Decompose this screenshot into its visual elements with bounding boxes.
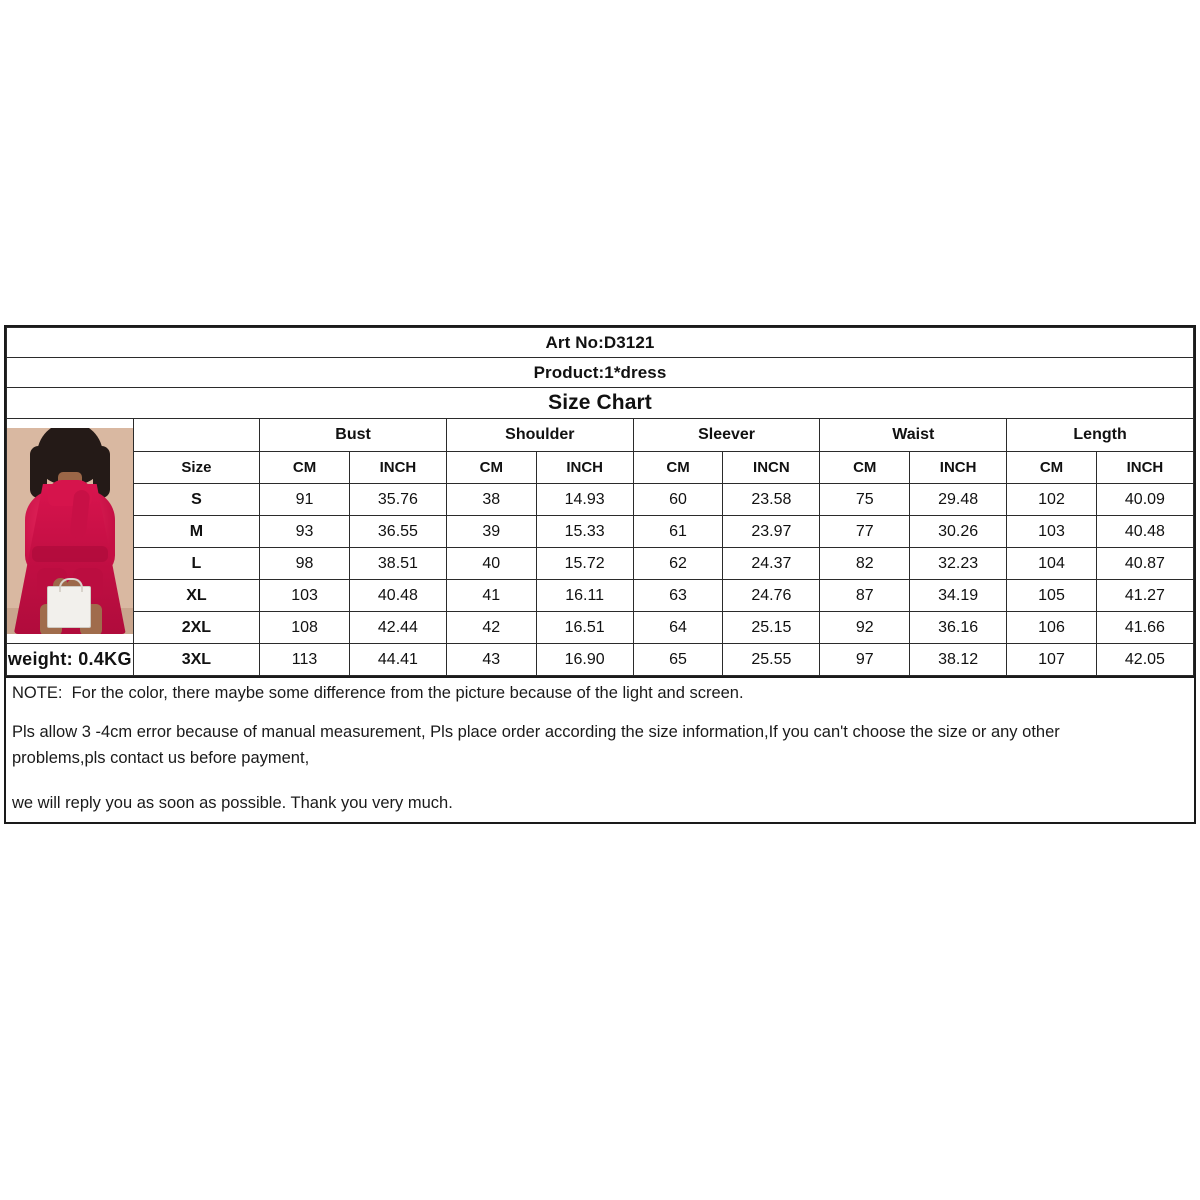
cell-bust-cm: 93 [260,516,350,548]
cell-shoulder-inch: 15.72 [536,548,633,580]
cell-length-cm: 105 [1007,580,1097,612]
cell-waist-cm: 75 [820,484,910,516]
model-figure [7,428,133,634]
product-photo [7,428,133,634]
cell-length-cm: 102 [1007,484,1097,516]
cell-bust-inch: 36.55 [349,516,446,548]
cell-shoulder-inch: 14.93 [536,484,633,516]
cell-shoulder-inch: 16.11 [536,580,633,612]
group-header-bust: Bust [260,419,447,452]
unit-header-bust-inch: INCH [349,452,446,484]
unit-header-waist-cm: CM [820,452,910,484]
note-measurement-error: Pls allow 3 -4cm error because of manual measurement, Pls place order according the size information,If you can't choose the size or any other [12,723,1060,742]
group-header-waist: Waist [820,419,1007,452]
cell-waist-cm: 77 [820,516,910,548]
unit-header-sleever-inch: INCN [723,452,820,484]
cell-sleever-inch: 23.58 [723,484,820,516]
cell-shoulder-cm: 42 [446,612,536,644]
cell-waist-cm: 92 [820,612,910,644]
note-contact: problems,pls contact us before payment, [12,748,310,767]
note-color-disclaimer: NOTE: For the color, there maybe some difference from the picture because of the light and screen. [12,684,744,702]
cell-bust-cm: 113 [260,644,350,676]
row-size: S [133,484,260,516]
cell-shoulder-cm: 43 [446,644,536,676]
group-header-shoulder: Shoulder [446,419,633,452]
cell-sleever-cm: 65 [633,644,723,676]
cell-bust-inch: 38.51 [349,548,446,580]
cell-sleever-inch: 25.15 [723,612,820,644]
table-row [7,548,1194,580]
cell-shoulder-cm: 39 [446,516,536,548]
cell-shoulder-inch: 16.51 [536,612,633,644]
table-row-last [7,644,1194,676]
cell-bust-inch: 42.44 [349,612,446,644]
product-photo-cell [7,419,134,644]
table-row [7,516,1194,548]
cell-sleever-cm: 64 [633,612,723,644]
cell-waist-inch: 32.23 [910,548,1007,580]
cell-bust-cm: 91 [260,484,350,516]
cell-length-inch: 40.09 [1096,484,1193,516]
cell-length-cm: 107 [1007,644,1097,676]
cell-waist-inch: 36.16 [910,612,1007,644]
cell-length-inch: 42.05 [1096,644,1193,676]
cell-length-inch: 40.48 [1096,516,1193,548]
cell-sleever-cm: 60 [633,484,723,516]
art-no-text: Art No:D3121 [7,328,1194,358]
cell-bust-inch: 35.76 [349,484,446,516]
cell-bust-cm: 103 [260,580,350,612]
cell-bust-cm: 98 [260,548,350,580]
table-row [7,612,1194,644]
table-row [7,484,1194,516]
row-size: XL [133,580,260,612]
weight-label: weight: 0.4KG [7,644,134,676]
cell-waist-cm: 87 [820,580,910,612]
notes-block [6,676,1194,822]
unit-header-sleever-cm: CM [633,452,723,484]
cell-shoulder-cm: 38 [446,484,536,516]
size-chart-table [6,327,1194,676]
size-chart-title-row [7,388,1194,419]
cell-shoulder-cm: 41 [446,580,536,612]
handbag [47,586,91,628]
cell-shoulder-inch: 16.90 [536,644,633,676]
group-header-length: Length [1007,419,1194,452]
cell-length-cm: 103 [1007,516,1097,548]
row-size: 2XL [133,612,260,644]
dress-waist [32,546,108,562]
product-row [7,358,1194,388]
cell-waist-inch: 34.19 [910,580,1007,612]
cell-sleever-inch: 23.97 [723,516,820,548]
unit-header-shoulder-cm: CM [446,452,536,484]
cell-length-cm: 104 [1007,548,1097,580]
row-size: 3XL [133,644,260,676]
group-header-sleever: Sleever [633,419,820,452]
cell-waist-inch: 30.26 [910,516,1007,548]
cell-waist-cm: 82 [820,548,910,580]
row-size: M [133,516,260,548]
cell-bust-cm: 108 [260,612,350,644]
row-size: L [133,548,260,580]
group-header-blank [133,419,260,452]
size-chart-sheet [4,325,1196,824]
cell-waist-inch: 38.12 [910,644,1007,676]
unit-header-waist-inch: INCH [910,452,1007,484]
unit-header-length-cm: CM [1007,452,1097,484]
unit-header-row [7,452,1194,484]
group-header-row [7,419,1194,452]
cell-shoulder-inch: 15.33 [536,516,633,548]
cell-sleever-inch: 25.55 [723,644,820,676]
cell-shoulder-cm: 40 [446,548,536,580]
note-reply: we will reply you as soon as possible. Thank you very much. [12,793,453,812]
cell-length-cm: 106 [1007,612,1097,644]
unit-header-bust-cm: CM [260,452,350,484]
cell-sleever-cm: 62 [633,548,723,580]
notes-spacer-1 [12,702,1188,724]
unit-header-shoulder-inch: INCH [536,452,633,484]
cell-sleever-cm: 61 [633,516,723,548]
cell-length-inch: 41.27 [1096,580,1193,612]
cell-waist-inch: 29.48 [910,484,1007,516]
cell-sleever-cm: 63 [633,580,723,612]
size-chart-title: Size Chart [7,388,1194,419]
art-no-row [7,328,1194,358]
cell-bust-inch: 40.48 [349,580,446,612]
product-text: Product:1*dress [7,358,1194,388]
unit-header-size: Size [133,452,260,484]
cell-length-inch: 41.66 [1096,612,1193,644]
table-row [7,580,1194,612]
cell-waist-cm: 97 [820,644,910,676]
cell-sleever-inch: 24.76 [723,580,820,612]
unit-header-length-inch: INCH [1096,452,1193,484]
notes-spacer-3 [12,767,1188,795]
cell-bust-inch: 44.41 [349,644,446,676]
cell-sleever-inch: 24.37 [723,548,820,580]
cell-length-inch: 40.87 [1096,548,1193,580]
